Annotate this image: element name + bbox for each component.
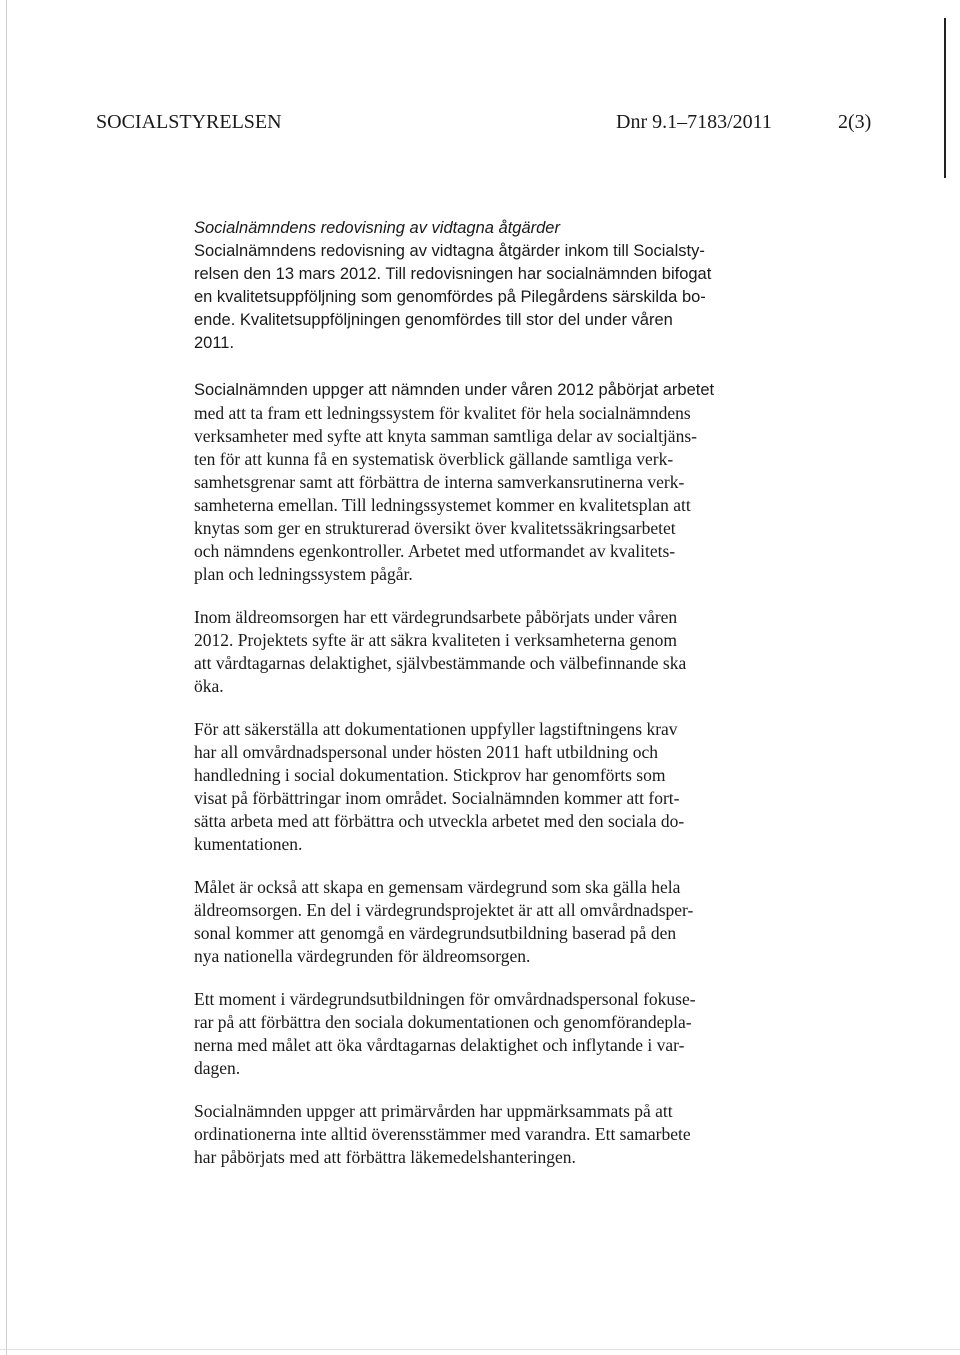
document-reference: Dnr 9.1–7183/2011 [616,111,772,133]
paragraph-line: dagen. [194,1058,241,1078]
paragraph-line: äldreomsorgen. En del i värdegrundsprojektet är att all omvårdnadsper- [194,900,694,920]
paragraph-line: 2011. [194,334,235,352]
scan-edge-left [6,0,7,1355]
section-heading: Socialnämndens redovisning av vidtagna åtgärder [194,219,560,237]
paragraph-line: ende. Kvalitetsuppföljningen genomfördes till stor del under våren [194,311,673,329]
paragraph-vardegrund [194,876,764,968]
paragraph-line: 2012. Projektets syfte är att säkra kvaliteten i verksamheterna genom [194,630,678,650]
paragraph-line: Socialnämndens redovisning av vidtagna åtgärder inkom till Socialsty- [194,242,705,260]
paragraph-line: sonal kommer att genomgå en värdegrundsutbildning baserad på den [194,923,677,943]
paragraph-line: nya nationella värdegrunden för äldreomsorgen. [194,946,531,966]
page-header [96,108,876,136]
paragraph-line: att vårdtagarnas delaktighet, självbestämmande och välbefinnande ska [194,653,687,673]
paragraph-line: öka. [194,676,224,696]
paragraph-line: knytas som ger en strukturerad översikt över kvalitetssäkringsarbetet [194,518,676,538]
paragraph-line: visat på förbättringar inom området. Socialnämnden kommer att fort- [194,788,680,808]
paragraph-line: samhetsgrenar samt att förbättra de interna samverkansrutinerna verk- [194,472,685,492]
paragraph-line: sätta arbeta med att förbättra och utveckla arbetet med den sociala do- [194,811,685,831]
paragraph-line: ordinationerna inte alltid överensstämmer med varandra. Ett samarbete [194,1124,691,1144]
paragraph-ledningssystem [194,379,764,586]
paragraph-line: har påbörjats med att förbättra läkemedelshanteringen. [194,1147,576,1167]
paragraph-line: Målet är också att skapa en gemensam värdegrund som ska gälla hela [194,877,681,897]
scan-edge-right [944,18,946,178]
paragraph-line: kumentationen. [194,834,303,854]
paragraph-line: har all omvårdnadspersonal under hösten 2011 haft utbildning och [194,742,658,762]
paragraph-line: Socialnämnden uppger att primärvården har uppmärksammats på att [194,1101,673,1121]
paragraph-line: För att säkerställa att dokumentationen uppfyller lagstiftningens krav [194,719,678,739]
page-number: 2(3) [838,111,872,133]
paragraph-line: ten för att kunna få en systematisk överblick gällande samtliga verk- [194,449,674,469]
scan-edge-bottom [0,1349,960,1350]
paragraph-line: verksamheter med syfte att knyta samman samtliga delar av socialtjäns- [194,426,697,446]
paragraph-line: nerna med målet att öka vårdtagarnas delaktighet och inflytande i var- [194,1035,685,1055]
paragraph-vardegrundsarbete [194,606,764,698]
paragraph-line: med att ta fram ett ledningssystem för kvalitet för hela socialnämndens [194,403,691,423]
paragraph-line: och nämndens egenkontroller. Arbetet med utformandet av kvalitets- [194,541,676,561]
document-body [194,217,764,1169]
paragraph-line: plan och ledningssystem pågår. [194,564,413,584]
paragraph-dokumentation [194,718,764,856]
organization-name: SOCIALSTYRELSEN [96,111,282,133]
paragraph-utbildning [194,988,764,1080]
paragraph-line: rar på att förbättra den sociala dokumentationen och genomförandepla- [194,1012,692,1032]
paragraph-line: en kvalitetsuppföljning som genomfördes på Pilegårdens särskilda bo- [194,288,706,306]
paragraph-line: Socialnämnden uppger att nämnden under våren 2012 påbörjat arbetet [194,381,715,399]
section-intro [194,217,764,355]
paragraph-line: relsen den 13 mars 2012. Till redovisningen har socialnämnden bifogat [194,265,712,283]
paragraph-line: samheterna emellan. Till ledningssystemet kommer en kvalitetsplan att [194,495,691,515]
paragraph-line: Ett moment i värdegrundsutbildningen för omvårdnadspersonal fokuse- [194,989,696,1009]
paragraph-lakemedel [194,1100,764,1169]
paragraph-line: handledning i social dokumentation. Stickprov har genomförts som [194,765,666,785]
paragraph-line: Inom äldreomsorgen har ett värdegrundsarbete påbörjats under våren [194,607,678,627]
